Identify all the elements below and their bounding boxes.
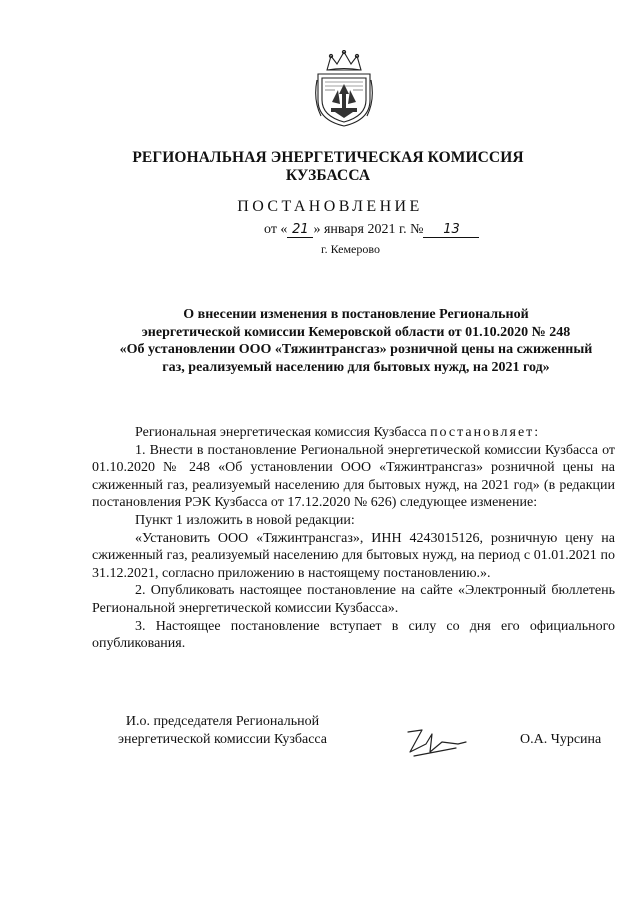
coat-of-arms-icon: [313, 50, 375, 128]
date-suffix: » января 2021 г. №: [313, 222, 424, 237]
position-line2: энергетической комиссии Кузбасса: [117, 732, 328, 747]
organization-name-line1: РЕГИОНАЛЬНАЯ ЭНЕРГЕТИЧЕСКАЯ КОМИССИЯ: [132, 149, 524, 166]
title-line: О внесении изменения в постановление Региональной: [183, 307, 529, 322]
date-prefix: от «: [264, 222, 288, 237]
handwritten-signature: [396, 722, 476, 762]
item-2: 2. Опубликовать настоящее постановление на сайте «Электронный бюллетень Региональной энергетической комиссии Кузбасса».: [92, 583, 615, 616]
organization-name-line2: КУЗБАССА: [285, 167, 371, 184]
title-line: энергетической комиссии Кемеровской области от 01.10.2020 № 248: [141, 324, 571, 340]
signatory-position: [105, 713, 340, 749]
intro-verb: постановляет:: [430, 425, 541, 440]
document-number: 13: [423, 222, 479, 238]
city: г. Кемерово: [321, 242, 380, 256]
document-body: [92, 424, 615, 653]
item-1-quote: «Установить ООО «Тяжинтрансгаз», ИНН 4243015126, розничную цену на сжиженный газ, реализуемый населению для бытовых нужд, на период с 01.01.2021 по 31.12.2021, согласно приложению в настоящему постановлению.».: [92, 530, 615, 581]
intro-paragraph: [92, 424, 615, 442]
date-day: 21: [287, 222, 313, 238]
item-3: 3. Настоящее постановление вступает в силу со дня его официального опубликования.: [92, 618, 615, 652]
title-line: газ, реализуемый населению для бытовых нужд, на 2021 год»: [162, 359, 550, 375]
date-line: [264, 222, 479, 238]
document-type: ПОСТАНОВЛЕНИЕ: [237, 198, 423, 215]
signatory-name: О.А. Чурсина: [520, 732, 602, 747]
intro-text: Региональная энергетическая комиссия Кузбасса: [135, 425, 427, 440]
document-title: [92, 306, 620, 376]
item-1-subheading: Пункт 1 изложить в новой редакции:: [135, 512, 355, 528]
title-line: «Об установлении ООО «Тяжинтрансгаз» розничной цены на сжиженный: [119, 342, 593, 357]
position-line1: И.о. председателя Региональной: [125, 714, 320, 729]
item-1: 1. Внести в постановление Региональной энергетической комиссии Кузбасса от 01.10.2020 № 248 «Об установлении ООО «Тяжинтрансгаз» розничной цены на сжиженный газ, реализуемый населению для бытовых нужд, на 2021 год» (в редакции постановления РЭК Кузбасса от 17.12.2020 № 626) следующее изменение:: [92, 442, 615, 511]
